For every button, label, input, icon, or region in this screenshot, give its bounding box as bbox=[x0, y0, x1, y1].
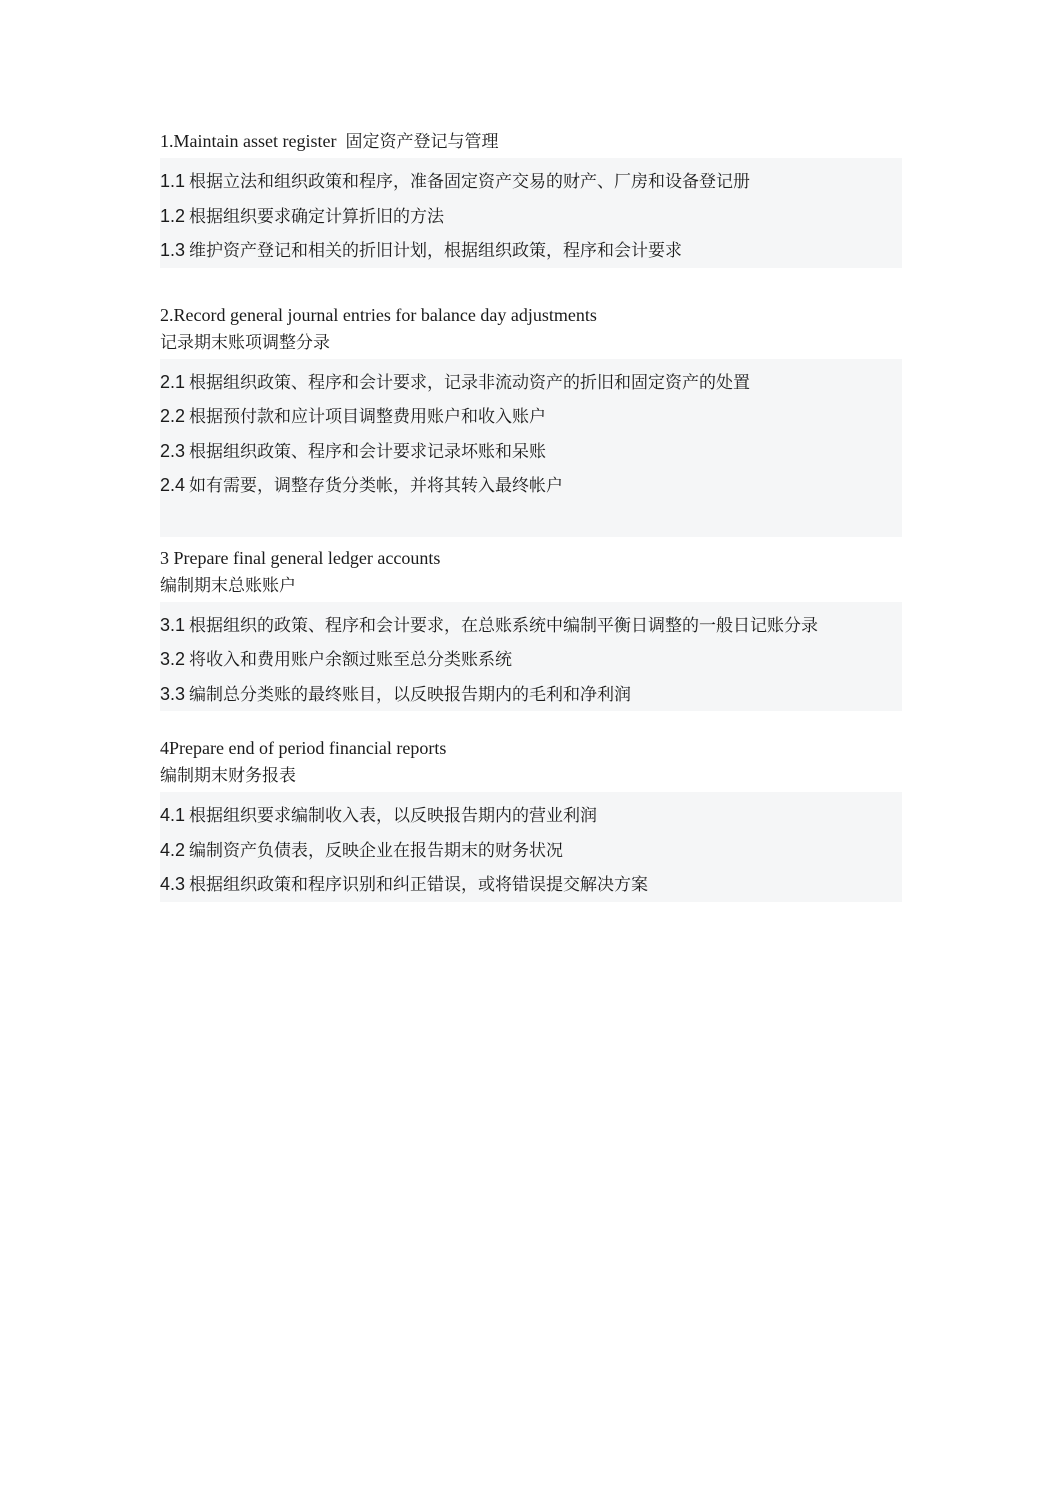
list-item bbox=[160, 233, 902, 268]
item-number: 3.1 bbox=[160, 614, 186, 635]
section-title-en: 4Prepare end of period financial reports bbox=[160, 738, 447, 758]
item-number: 3.3 bbox=[160, 683, 186, 704]
section-title-en: 3 Prepare final general ledger accounts bbox=[160, 547, 441, 568]
section-title-cn-text: 编制期末财务报表 bbox=[160, 766, 296, 786]
section-title-cn-text: 编制期末总账账户 bbox=[160, 575, 296, 596]
item-text: 根据预付款和应计项目调整费用账户和收入账户 bbox=[189, 407, 547, 427]
section-title-cn-text: 记录期末账项调整分录 bbox=[160, 332, 330, 353]
list-item bbox=[160, 798, 902, 833]
item-number: 4.1 bbox=[160, 805, 186, 825]
item-text: 根据组织政策和程序识别和纠正错误，或将错误提交解决方案 bbox=[189, 875, 649, 895]
list-item bbox=[160, 468, 902, 503]
list-item bbox=[160, 164, 902, 199]
list-item bbox=[160, 608, 902, 643]
item-text: 如有需要，调整存货分类帐，并将其转入最终帐户 bbox=[189, 476, 564, 496]
item-text: 根据组织政策、程序和会计要求记录坏账和呆账 bbox=[189, 441, 547, 462]
item-text: 编制总分类账的最终账目，以反映报告期内的毛利和净利润 bbox=[189, 684, 632, 705]
item-text: 根据组织政策、程序和会计要求，记录非流动资产的折旧和固定资产的处置 bbox=[189, 372, 751, 393]
item-list bbox=[160, 158, 902, 268]
item-list bbox=[160, 602, 902, 712]
item-number: 4.2 bbox=[160, 839, 186, 860]
item-number: 2.3 bbox=[160, 440, 186, 461]
list-item bbox=[160, 434, 902, 469]
item-number: 4.3 bbox=[160, 874, 186, 894]
list-item bbox=[160, 867, 902, 902]
section-4 bbox=[160, 735, 902, 902]
item-text: 维护资产登记和相关的折旧计划，根据组织政策，程序和会计要求 bbox=[189, 241, 683, 261]
item-number: 1.2 bbox=[160, 205, 186, 226]
section-title-cn bbox=[160, 572, 902, 600]
section-2 bbox=[160, 302, 902, 537]
item-list bbox=[160, 359, 902, 537]
section-3 bbox=[160, 545, 902, 712]
item-text: 根据立法和组织政策和程序，准备固定资产交易的财产、厂房和设备登记册 bbox=[189, 172, 751, 192]
item-text: 根据组织的政策、程序和会计要求，在总账系统中编制平衡日调整的一般日记账分录 bbox=[189, 615, 819, 636]
section-title-cn: 固定资产登记与管理 bbox=[345, 132, 499, 152]
section-title-cn bbox=[160, 762, 902, 790]
section-1 bbox=[160, 128, 902, 268]
list-item bbox=[160, 365, 902, 400]
item-text: 编制资产负债表，反映企业在报告期末的财务状况 bbox=[189, 840, 564, 861]
document-page bbox=[160, 128, 902, 902]
item-number: 1.3 bbox=[160, 240, 186, 260]
item-number: 3.2 bbox=[160, 649, 186, 669]
item-list bbox=[160, 792, 902, 902]
section-title bbox=[160, 128, 902, 156]
list-item bbox=[160, 199, 902, 234]
item-text: 根据组织要求编制收入表，以反映报告期内的营业利润 bbox=[189, 806, 598, 826]
list-item bbox=[160, 642, 902, 677]
section-title-en: 2.Record general journal entries for balance day adjustments bbox=[160, 304, 597, 325]
item-number: 2.1 bbox=[160, 371, 186, 392]
section-title-cn bbox=[160, 329, 902, 357]
item-text: 将收入和费用账户余额过账至总分类账系统 bbox=[189, 650, 513, 670]
item-text: 根据组织要求确定计算折旧的方法 bbox=[189, 206, 445, 227]
list-item bbox=[160, 833, 902, 868]
item-number: 2.2 bbox=[160, 406, 186, 426]
list-item bbox=[160, 677, 902, 712]
item-number: 2.4 bbox=[160, 475, 186, 495]
item-number: 1.1 bbox=[160, 171, 186, 191]
section-title-en: 1.Maintain asset register bbox=[160, 131, 337, 151]
list-item bbox=[160, 399, 902, 434]
